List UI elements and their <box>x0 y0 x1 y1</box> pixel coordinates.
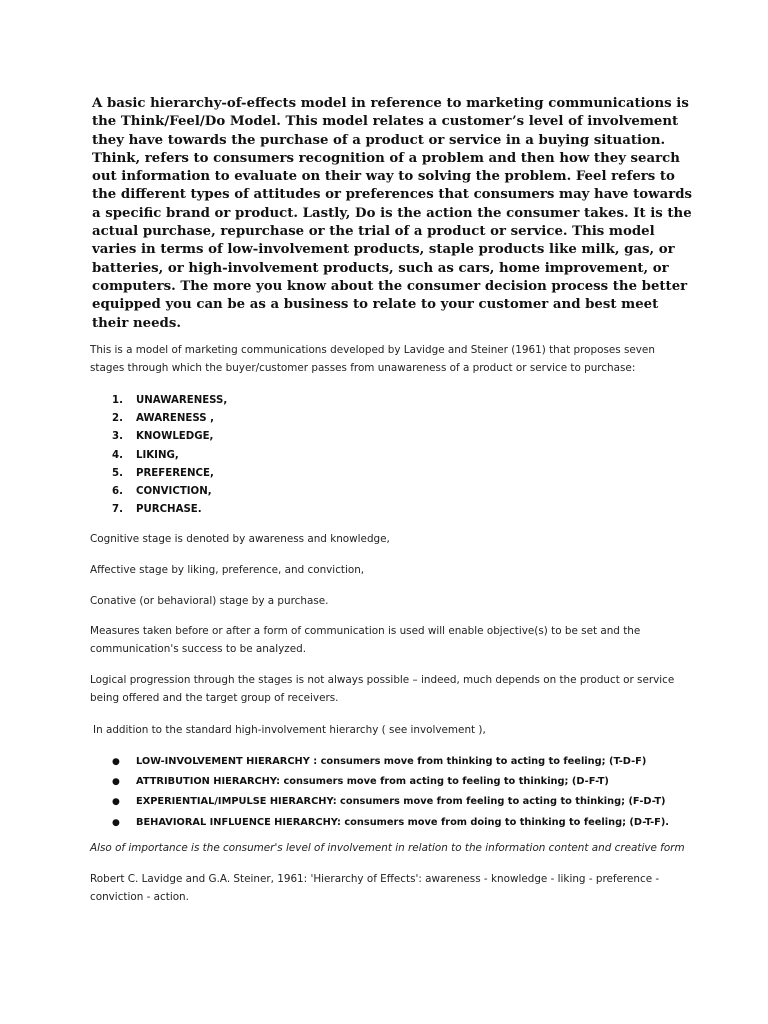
conative-stage-text: Conative (or behavioral) stage by a purchase. <box>90 595 329 607</box>
hierarchy-text: EXPERIENTIAL/IMPULSE HIERARCHY: consumers move from feeling to acting to thinking; (F-D-T) <box>136 796 666 808</box>
citation-paragraph: Robert C. Lavidge and G.A. Steiner, 1961: 'Hierarchy of Effects': awareness - knowledge - liking - preference - conviction - action. <box>90 873 660 903</box>
stage-label: KNOWLEDGE, <box>136 431 214 443</box>
list-item <box>112 410 227 428</box>
hierarchy-text: BEHAVIORAL INFLUENCE HIERARCHY: consumers move from doing to thinking to feeling; (D-T-F). <box>136 816 670 828</box>
stage-label: UNAWARENESS, <box>136 395 228 406</box>
stage-label: PURCHASE. <box>136 504 202 516</box>
measures-paragraph: Measures taken before or after a form of communication is used will enable objective(s) to be set and the communication's success to be analyzed. <box>90 625 641 655</box>
addition-paragraph: In addition to the standard high-involvement hierarchy ( see involvement ), <box>93 724 486 736</box>
hierarchy-list <box>112 752 669 833</box>
hierarchy-text: ATTRIBUTION HIERARCHY: consumers move from acting to feeling to thinking; (D-F-T) <box>136 776 609 788</box>
stage-label: LIKING, <box>136 449 179 461</box>
cognitive-stage-text: Cognitive stage is denoted by awareness and knowledge, <box>90 533 390 545</box>
bullet-icon: ● <box>112 757 120 767</box>
list-item <box>112 447 227 465</box>
stage-label: AWARENESS , <box>136 413 215 425</box>
bullet-icon: ● <box>112 777 120 788</box>
list-number: 4. <box>112 449 123 461</box>
list-item <box>112 428 227 446</box>
bullet-icon: ● <box>112 797 120 808</box>
list-item <box>112 483 227 501</box>
list-number: 3. <box>112 431 123 443</box>
affective-stage-text: Affective stage by liking, preference, and conviction, <box>90 564 365 576</box>
intro-paragraph: A basic hierarchy-of-effects model in reference to marketing communications is the Think/Feel/Do Model. This model relates a customer’s level of involvement they have towards the purchase of a product or service in a buying situation. Think, refers to consumers recognition of a problem and then how they search out information to evaluate on their way to solving the problem. Feel refers to the different types of attitudes or preferences that consumers may have towards a specific brand or product. Lastly, Do is the action the consumer takes. It is the actual purchase, repurchase or the trial of a product or service. This model varies in terms of low-involvement products, staple products like milk, gas, or batteries, or high-involvement products, such as cars, home improvement, or computers. The more you know about the consumer decision process the better equipped you can be as a business to relate to your customer and best meet their needs. <box>92 96 693 331</box>
bullet-icon: ● <box>112 817 120 828</box>
list-item <box>112 392 227 410</box>
list-number: 6. <box>112 486 123 498</box>
list-number: 1. <box>112 395 123 406</box>
list-item <box>112 501 227 519</box>
stage-label: CONVICTION, <box>136 486 212 498</box>
model-intro-paragraph: This is a model of marketing communications developed by Lavidge and Steiner (1961) that proposes seven stages through which the buyer/customer passes from unawareness of a product or service to purchase: <box>90 344 655 374</box>
hierarchy-text: LOW-INVOLVEMENT HIERARCHY : consumers move from thinking to acting to feeling; (T-D-F) <box>136 756 647 767</box>
list-number: 7. <box>112 504 123 516</box>
list-number: 2. <box>112 413 123 425</box>
list-item <box>112 813 669 833</box>
list-item <box>112 772 669 792</box>
importance-note: Also of importance is the consumer's level of involvement in relation to the information content and creative form <box>90 842 685 854</box>
stages-list <box>112 392 227 519</box>
stage-label: PREFERENCE, <box>136 467 214 479</box>
list-number: 5. <box>112 467 123 479</box>
logical-progression-paragraph: Logical progression through the stages is not always possible – indeed, much depends on the product or service being offered and the target group of receivers. <box>90 674 675 704</box>
list-item <box>112 465 227 483</box>
list-item <box>112 752 669 772</box>
list-item <box>112 792 669 812</box>
